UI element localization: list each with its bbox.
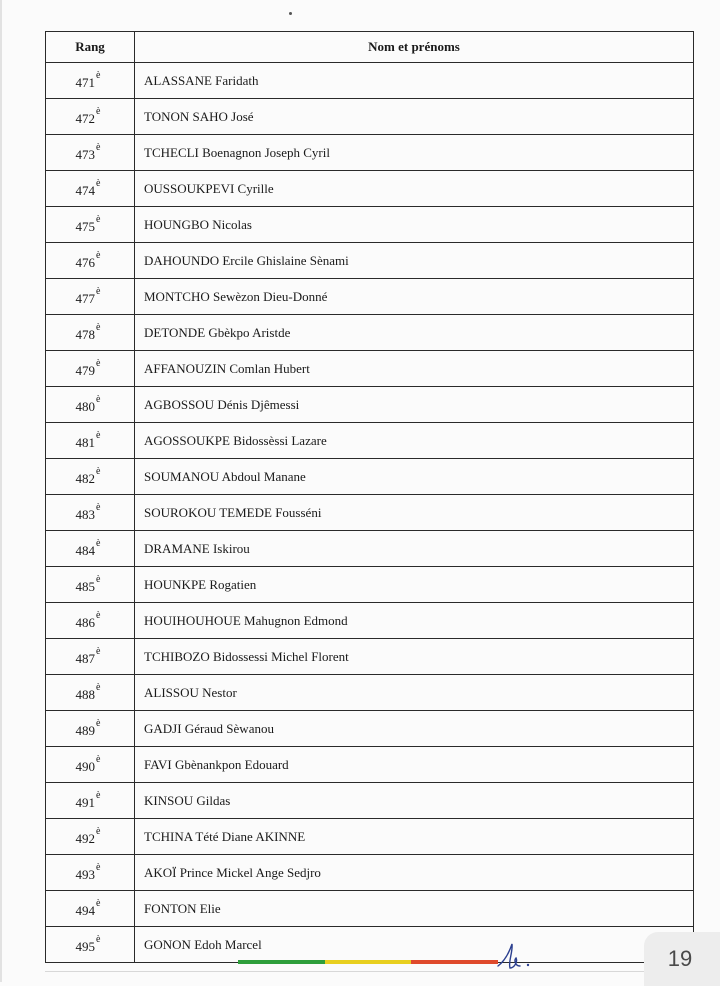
rank-cell — [46, 639, 135, 675]
name-cell: SOUROKOU TEMEDE Fousséni — [135, 495, 694, 531]
name-cell: TONON SAHO José — [135, 99, 694, 135]
rank-cell — [46, 207, 135, 243]
rank-ordinal-suffix: è — [96, 393, 101, 405]
rank-number: 471 — [75, 74, 96, 90]
name-cell: AFFANOUZIN Comlan Hubert — [135, 351, 694, 387]
table-row — [46, 459, 694, 495]
rank-cell — [46, 315, 135, 351]
table-row — [46, 351, 694, 387]
table-row — [46, 207, 694, 243]
rank-number: 480 — [75, 398, 96, 414]
rank-ordinal-suffix: è — [96, 609, 101, 621]
rank-ordinal-suffix: è — [96, 789, 101, 801]
name-column-header: Nom et prénoms — [135, 32, 694, 63]
page-number-badge — [644, 932, 720, 986]
rank-number: 481 — [75, 434, 96, 450]
table-row — [46, 387, 694, 423]
rank-number: 483 — [75, 506, 96, 522]
rank-ordinal-suffix: è — [96, 105, 101, 117]
rank-ordinal-suffix: è — [96, 285, 101, 297]
rank-number: 479 — [75, 362, 96, 378]
name-cell: SOUMANOU Abdoul Manane — [135, 459, 694, 495]
rank-cell — [46, 927, 135, 963]
table-row — [46, 855, 694, 891]
table-row — [46, 423, 694, 459]
rank-ordinal-suffix: è — [96, 465, 101, 477]
flag-yellow-segment — [325, 960, 412, 964]
table-row — [46, 639, 694, 675]
rank-ordinal-suffix: è — [96, 429, 101, 441]
table-row — [46, 711, 694, 747]
table-body — [46, 63, 694, 963]
name-cell: TCHECLI Boenagnon Joseph Cyril — [135, 135, 694, 171]
name-cell: GADJI Géraud Sèwanou — [135, 711, 694, 747]
name-cell: DAHOUNDO Ercile Ghislaine Sènami — [135, 243, 694, 279]
rank-ordinal-suffix: è — [96, 573, 101, 585]
rank-number: 478 — [75, 326, 96, 342]
rank-cell — [46, 243, 135, 279]
name-cell: DRAMANE Iskirou — [135, 531, 694, 567]
table-row — [46, 567, 694, 603]
table-header-row — [46, 32, 694, 63]
scan-speck — [289, 12, 292, 15]
rank-ordinal-suffix: è — [96, 141, 101, 153]
rank-number: 493 — [75, 866, 96, 882]
ranking-table — [45, 31, 694, 963]
rank-column-header: Rang — [46, 32, 135, 63]
rank-number: 485 — [75, 578, 96, 594]
rank-ordinal-suffix: è — [96, 825, 101, 837]
table-row — [46, 675, 694, 711]
flag-red-segment — [411, 960, 498, 964]
rank-cell — [46, 351, 135, 387]
rank-cell — [46, 819, 135, 855]
rank-cell — [46, 495, 135, 531]
table-row — [46, 783, 694, 819]
rank-cell — [46, 171, 135, 207]
rank-number: 486 — [75, 614, 96, 630]
name-cell: HOUNGBO Nicolas — [135, 207, 694, 243]
name-cell: MONTCHO Sewèzon Dieu-Donné — [135, 279, 694, 315]
rank-number: 490 — [75, 758, 96, 774]
rank-cell — [46, 783, 135, 819]
name-cell: HOUNKPE Rogatien — [135, 567, 694, 603]
rank-ordinal-suffix: è — [96, 357, 101, 369]
rank-ordinal-suffix: è — [96, 177, 101, 189]
table-row — [46, 531, 694, 567]
rank-number: 491 — [75, 794, 96, 810]
rank-number: 473 — [75, 146, 96, 162]
rank-cell — [46, 423, 135, 459]
page-left-edge — [0, 0, 2, 982]
rank-cell — [46, 99, 135, 135]
footer-line — [45, 971, 645, 972]
name-cell: AGBOSSOU Dénis Djêmessi — [135, 387, 694, 423]
name-cell: TCHIBOZO Bidossessi Michel Florent — [135, 639, 694, 675]
rank-ordinal-suffix: è — [96, 717, 101, 729]
name-cell: FONTON Elie — [135, 891, 694, 927]
rank-ordinal-suffix: è — [96, 537, 101, 549]
name-cell: ALASSANE Faridath — [135, 63, 694, 99]
rank-cell — [46, 387, 135, 423]
rank-number: 474 — [75, 182, 96, 198]
rank-number: 475 — [75, 218, 96, 234]
signature-mark — [488, 938, 548, 978]
table-row — [46, 63, 694, 99]
rank-number: 494 — [75, 902, 96, 918]
table-row — [46, 315, 694, 351]
rank-cell — [46, 531, 135, 567]
rank-ordinal-suffix: è — [96, 321, 101, 333]
table-row — [46, 495, 694, 531]
name-cell: KINSOU Gildas — [135, 783, 694, 819]
rank-number: 482 — [75, 470, 96, 486]
rank-number: 476 — [75, 254, 96, 270]
page-number: 19 — [667, 946, 693, 971]
rank-ordinal-suffix: è — [96, 753, 101, 765]
flag-green-segment — [238, 960, 325, 964]
name-cell: HOUIHOUHOUE Mahugnon Edmond — [135, 603, 694, 639]
rank-ordinal-suffix: è — [96, 69, 101, 81]
table-row — [46, 927, 694, 963]
table-row — [46, 171, 694, 207]
name-cell: FAVI Gbènankpon Edouard — [135, 747, 694, 783]
table-row — [46, 243, 694, 279]
rank-number: 495 — [75, 938, 96, 954]
table-row — [46, 603, 694, 639]
rank-cell — [46, 63, 135, 99]
rank-cell — [46, 711, 135, 747]
benin-flag-strip — [238, 960, 498, 964]
rank-ordinal-suffix: è — [96, 933, 101, 945]
rank-number: 472 — [75, 110, 96, 126]
rank-ordinal-suffix: è — [96, 249, 101, 261]
name-cell: GONON Edoh Marcel — [135, 927, 694, 963]
rank-ordinal-suffix: è — [96, 213, 101, 225]
table-row — [46, 891, 694, 927]
rank-number: 489 — [75, 722, 96, 738]
rank-cell — [46, 675, 135, 711]
name-cell: OUSSOUKPEVI Cyrille — [135, 171, 694, 207]
rank-ordinal-suffix: è — [96, 645, 101, 657]
rank-cell — [46, 747, 135, 783]
rank-ordinal-suffix: è — [96, 861, 101, 873]
rank-cell — [46, 891, 135, 927]
table-row — [46, 99, 694, 135]
rank-cell — [46, 459, 135, 495]
table-row — [46, 747, 694, 783]
rank-number: 487 — [75, 650, 96, 666]
rank-cell — [46, 135, 135, 171]
name-cell: DETONDE Gbèkpo Aristde — [135, 315, 694, 351]
rank-number: 492 — [75, 830, 96, 846]
rank-number: 488 — [75, 686, 96, 702]
rank-ordinal-suffix: è — [96, 897, 101, 909]
rank-ordinal-suffix: è — [96, 681, 101, 693]
rank-cell — [46, 603, 135, 639]
table-row — [46, 819, 694, 855]
rank-cell — [46, 567, 135, 603]
rank-cell — [46, 279, 135, 315]
rank-number: 477 — [75, 290, 96, 306]
rank-number: 484 — [75, 542, 96, 558]
table-row — [46, 279, 694, 315]
rank-cell — [46, 855, 135, 891]
name-cell: AGOSSOUKPE Bidossèssi Lazare — [135, 423, 694, 459]
table-row — [46, 135, 694, 171]
name-cell: TCHINA Tété Diane AKINNE — [135, 819, 694, 855]
rank-ordinal-suffix: è — [96, 501, 101, 513]
name-cell: AKOÏ Prince Mickel Ange Sedjro — [135, 855, 694, 891]
name-cell: ALISSOU Nestor — [135, 675, 694, 711]
